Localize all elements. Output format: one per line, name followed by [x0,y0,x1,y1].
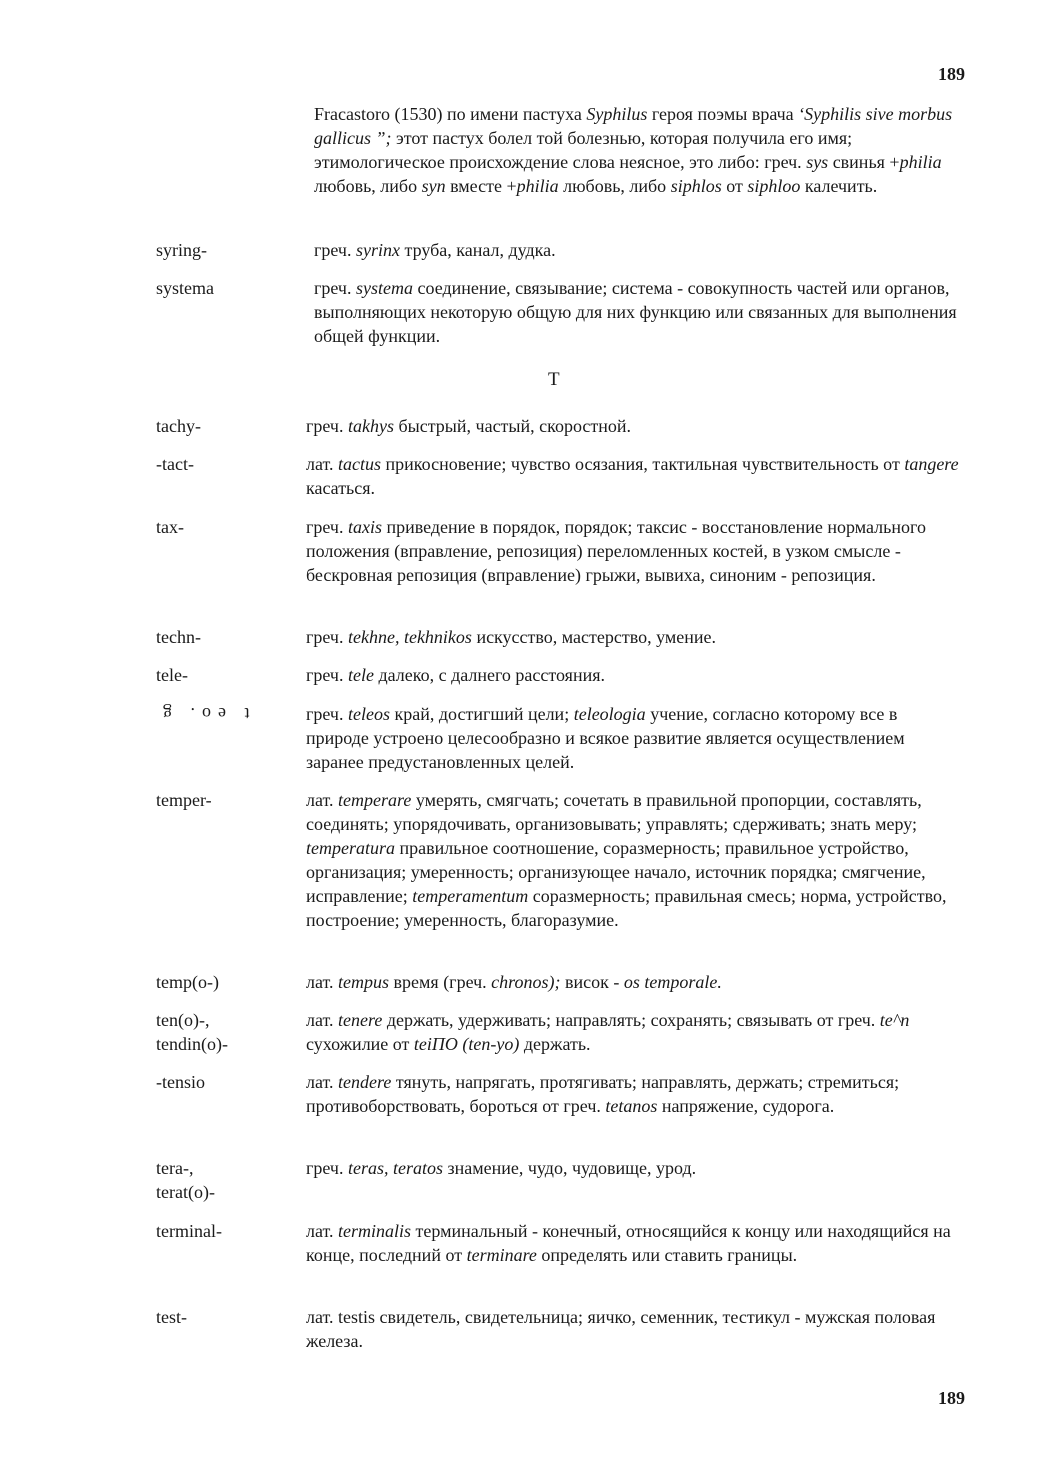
page-number-top: 189 [938,64,965,84]
entry-definition: лат. terminalis терминальный - конечный, относящийся к концу или находящийся на конце, последний от terminare определять или ставить границы. [306,1221,951,1265]
entry-term: test- [156,1307,187,1327]
continued-definition: Fracastoro (1530) по имени пастуха Syphilus героя поэмы врача ‘Syphilis sive morbus gallicus ”; этот пастух болел той болезнью, которая получила его имя; этимологическое происхождение слова неясное, это либо: греч. sys свинья +philia любовь, либо syn вместе +philia любовь, либо siphlos от siphloo калечить. [314,104,953,196]
entry-term: systema [156,278,214,298]
entry-definition: греч. teleos край, достигший цели; teleologia учение, согласно которому все в природе устроено целесообразно и всякое развитие является осуществлением заранее предустановленных целей. [306,704,905,772]
entry-definition: греч. taxis приведение в порядок, порядок; таксис - восстановление нормального положения (вправление, репозиция) переломленных костей, в узком смысле - бескровная репозиция (вправление) грыжи, вывиха, синоним - репозиция. [306,517,926,585]
entry-term: temp(o-) [156,972,219,992]
entry-term: temper- [156,790,212,810]
entry-definition: греч. tele далеко, с далнего расстояния. [306,665,605,685]
entry-term: ten(o)-, tendin(o)- [156,1010,228,1054]
entry-term: syring- [156,240,207,260]
entry-term: techn- [156,627,201,647]
entry-definition: греч. takhys быстрый, частый, скоростной. [306,416,632,436]
entry-definition: греч. systema соединение, связывание; система - совокупность частей или органов, выполняющих некоторую общую для них функцию или связанных для выполнения общей функции. [314,278,957,346]
entry-definition: греч. tekhne, tekhnikos искусство, мастерство, умение. [306,627,717,647]
entry-term: -tensio [156,1072,205,1092]
entry-definition: лат. tactus прикосновение; чувство осязания, тактильная чувствительность от tangere касаться. [306,454,959,498]
entry-definition: греч. syrinx труба, канал, дудка. [314,240,556,260]
entry-term: terminal- [156,1221,222,1241]
entry-term: tera-, terat(o)- [156,1158,215,1202]
page-number-bottom: 189 [938,1388,965,1408]
entry-definition: лат. temperare умерять, смягчать; сочетать в правильной пропорции, составлять, соединять; упорядочивать, организовывать; управлять; сдерживать; знать меру; temperatura правильное соотношение, соразмерность; правильное устройство, организация; умеренность; организующее начало, источник порядка; смягчение, исправление; temperamentum соразмерность; правильная смесь; норма, устройство, построение; умеренность, благоразумие. [306,790,947,930]
entry-definition: лат. tenere держать, удерживать; направлять; сохранять; связывать от греч. te^n сухожилие от teiПО (ten-yo) держать. [306,1010,910,1054]
section-letter: T [548,369,560,390]
entry-term: tachy- [156,416,201,436]
entry-definition: греч. teras, teratos знамение, чудо, чудовище, урод. [306,1158,697,1178]
entry-term: -tact- [156,454,194,474]
entry-term [156,702,301,726]
entry-definition: лат. testis свидетель, свидетельница; яичко, семенник, тестикул - мужская половая железа. [306,1307,936,1351]
entry-term: tax- [156,517,184,537]
entry-definition: лат. tempus время (греч. chronos); висок - os temporale. [306,972,722,992]
rotated-term-glyphs: t eo. g [156,704,250,724]
entry-definition: лат. tendere тянуть, напрягать, протягивать; направлять, держать; стремиться; противоборствовать, бороться от греч. tetanos напряжение, судорога. [306,1072,900,1116]
entry-term: tele- [156,665,188,685]
